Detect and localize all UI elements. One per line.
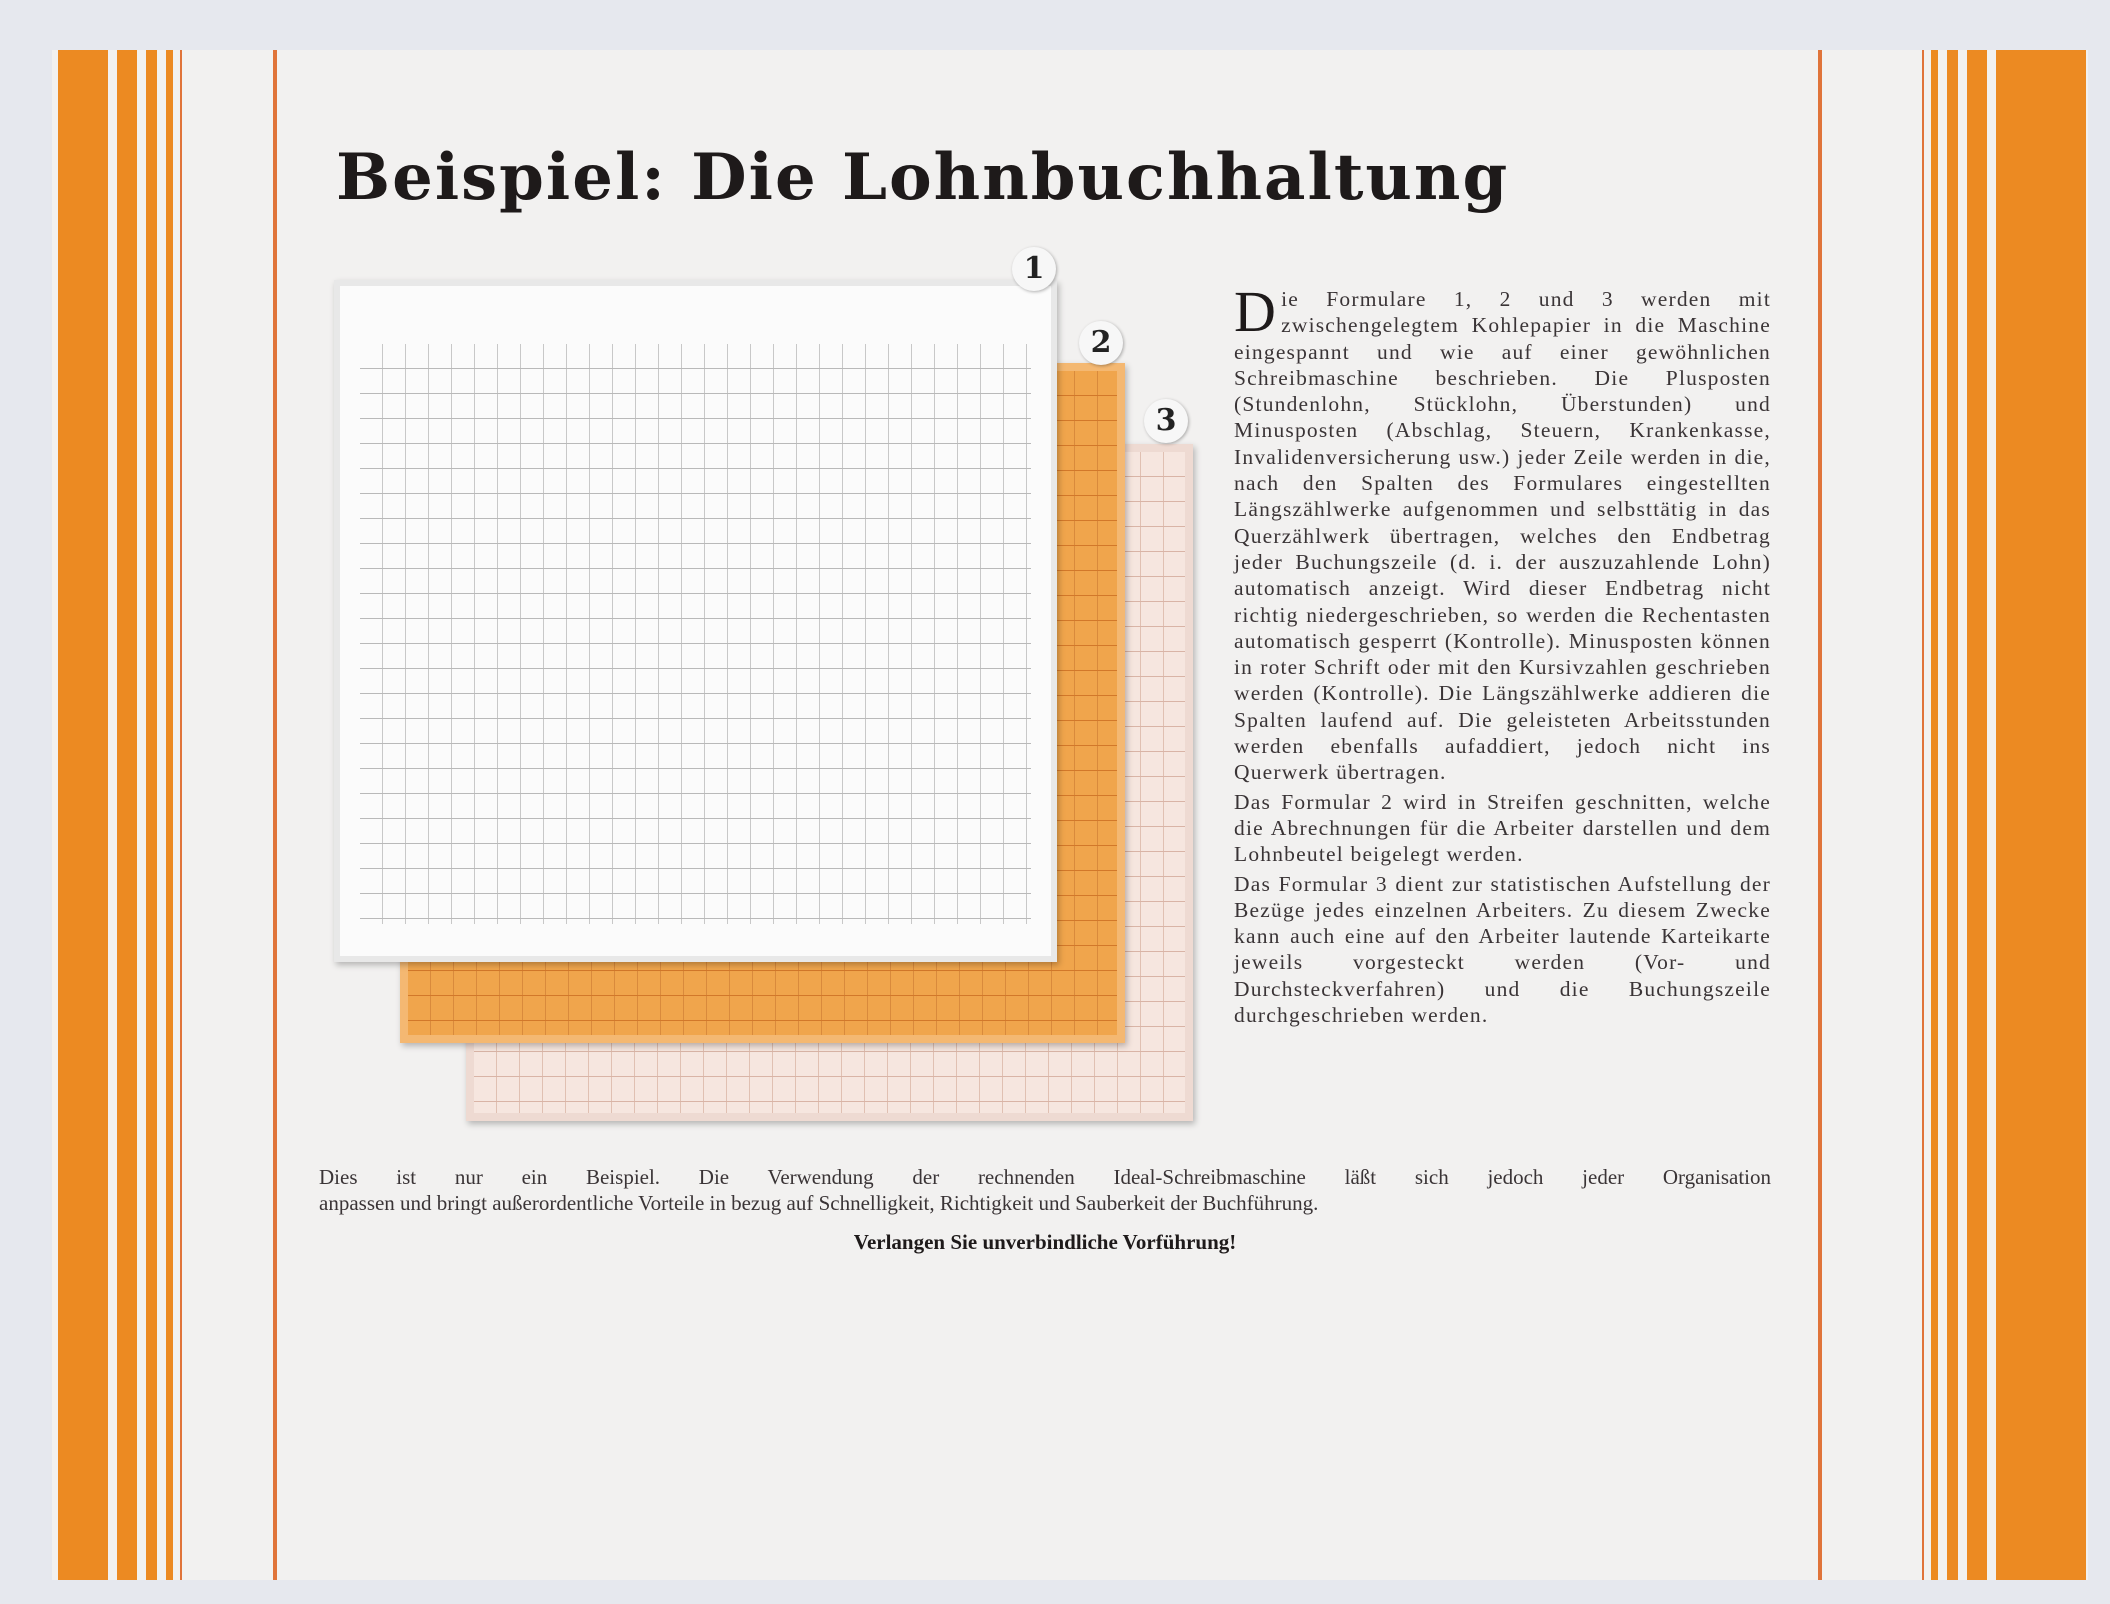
border-stripe	[1947, 50, 1958, 1580]
border-stripe	[1967, 50, 1987, 1580]
border-line	[273, 50, 277, 1580]
border-line	[1818, 50, 1822, 1580]
paragraph-1-text: ie Formulare 1, 2 und 3 werden mit zwischengelegtem Kohlepapier in die Maschine eingespannt und wie auf einer gewöhnlichen Schreibmaschine beschrieben. Die Plusposten (Stundenlohn, Stücklohn, Überstunden) und Minusposten (Abschlag, Steuern, Krankenkasse, Invalidenversicherung usw.) jeder Zeile werden in die, nach den Spalten des Formulares eingestellten Längszählwerke aufgenommen und selbsttätig in das Querzählwerk übertragen, welches den Endbetrag jeder Buchungszeile (d. i. der auszuzahlende Lohn) automatisch anzeigt. Wird dieser Endbetrag nicht richtig niedergeschrieben, so werden die Rechentasten automatisch gesperrt (Kontrolle). Minusposten können in roter Schrift oder mit den Kursivzahlen geschrieben werden (Kontrolle). Die Längszählwerke addieren die Spalten laufend auf. Die geleisteten Arbeitsstunden werden ebenfalls aufaddiert, jedoch nicht ins Querwerk übertragen.	[1234, 287, 1771, 785]
paragraph-3: Das Formular 3 dient zur statistischen Aufstellung der Bezüge jedes einzelnen Arbeiters. Zu diesem Zwecke kann auch eine auf den Arbeiter lautende Karteikarte jeweils vorgesteckt werden (Vor- und Durchsteckverfahren) und die Buchungszeile durchgeschrieben werden.	[1234, 871, 1771, 1028]
call-to-action: Verlangen Sie unverbindliche Vorführung!	[853, 1230, 1237, 1254]
border-stripe	[146, 50, 157, 1580]
form-1-illustration	[334, 280, 1057, 962]
paragraph-2: Das Formular 2 wird in Streifen geschnitten, welche die Abrechnungen für die Arbeiter darstellen und dem Lohnbeutel beigelegt werden.	[1234, 789, 1771, 867]
drop-cap: D	[1234, 279, 1278, 344]
form-number-2: 2	[1079, 321, 1123, 365]
form-number-1: 1	[1012, 247, 1056, 291]
border-line	[180, 50, 182, 1580]
form-number-3: 3	[1144, 399, 1188, 443]
paragraph-1	[1234, 279, 1771, 786]
footer-line-1: Dies ist nur ein Beispiel. Die Verwendung der rechnenden Ideal-Schreibmaschine läßt sich jedoch jeder Organisation	[319, 1165, 1771, 1189]
border-stripe	[166, 50, 173, 1580]
border-stripe	[58, 50, 108, 1580]
border-stripe	[1931, 50, 1938, 1580]
border-stripe	[1996, 50, 2086, 1580]
border-line	[1922, 50, 1924, 1580]
page-title: Beispiel: Die Lohnbuchhaltung	[336, 140, 1510, 215]
footer-line-2: anpassen und bringt außerordentliche Vorteile in bezug auf Schnelligkeit, Richtigkeit und Sauberkeit der Buchführung.	[319, 1191, 1319, 1215]
description-text	[1234, 279, 1771, 1031]
border-stripe	[117, 50, 137, 1580]
